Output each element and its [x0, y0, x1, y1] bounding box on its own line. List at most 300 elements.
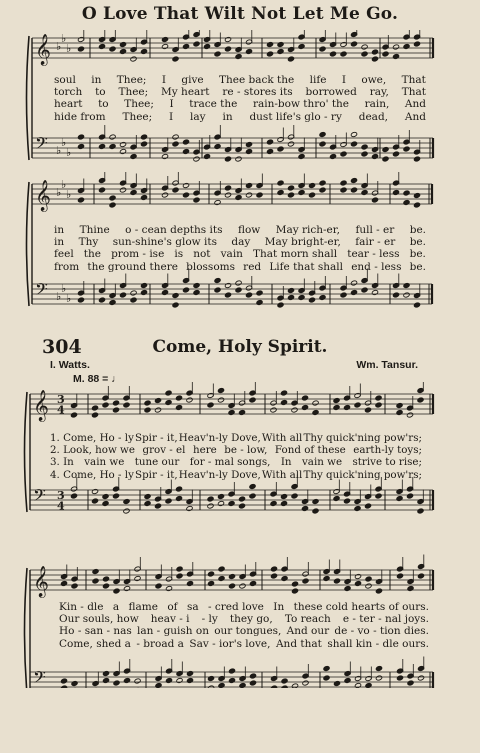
note-head: [413, 193, 420, 199]
lyric-word: ray,: [369, 86, 389, 99]
note-head: [323, 675, 330, 681]
note-head: [228, 583, 235, 589]
flat-icon: ♭: [56, 186, 62, 199]
lyric-word: sa: [186, 601, 199, 613]
lyric-word: Heav'n-ly Dove,: [178, 468, 261, 481]
note-head: [245, 149, 252, 155]
note-head: [333, 496, 340, 502]
note-head: [302, 680, 309, 686]
note-head: [277, 302, 284, 308]
note-head: [235, 54, 242, 60]
treble-clef-icon: 𝄞: [35, 34, 51, 65]
lyric-line: [50, 469, 422, 481]
note-head: [413, 41, 420, 47]
lyric-word: Sav - ior's love,: [189, 637, 271, 650]
note-head: [203, 44, 210, 50]
note-head: [217, 397, 224, 403]
note-head: [249, 493, 256, 499]
lyric-word: give: [181, 74, 204, 86]
note-head: [249, 484, 256, 490]
note-head: [361, 144, 368, 150]
lyric-word: flow: [237, 224, 261, 236]
note-head: [172, 302, 179, 308]
note-head: [239, 583, 246, 589]
note-head: [119, 49, 126, 55]
note-head: [340, 151, 347, 157]
note-head: [77, 297, 84, 303]
note-head: [91, 498, 98, 504]
note-head: [238, 503, 245, 509]
note-head: [375, 588, 382, 594]
note-head: [245, 49, 252, 55]
lyric-word: Life that shall: [269, 260, 344, 273]
lyric-word: strive to rise;: [352, 456, 422, 469]
time-signature: 3: [57, 489, 65, 502]
note-head: [413, 156, 420, 162]
lyric-line: [54, 74, 426, 86]
lyric-word: lan - guish on: [136, 625, 209, 638]
note-head: [350, 41, 357, 47]
note-head: [392, 151, 399, 157]
note-head: [280, 501, 287, 507]
note-head: [70, 493, 77, 499]
lyric-word: vain we: [84, 456, 125, 469]
note-head: [102, 583, 109, 589]
lyric-word: de - vo - tion dies.: [334, 625, 429, 638]
note-head: [102, 494, 109, 500]
note-head: [207, 676, 214, 682]
note-head: [371, 154, 378, 160]
lyric-word: prom - ise: [111, 248, 165, 261]
note-head: [287, 141, 294, 147]
note-head: [98, 144, 105, 150]
lyric-word: heart: [54, 98, 83, 111]
note-head: [172, 134, 179, 140]
note-head: [113, 680, 120, 686]
note-head: [130, 56, 137, 62]
note-head: [354, 402, 361, 408]
note-head: [98, 297, 105, 303]
note-head: [98, 187, 105, 193]
note-head: [382, 51, 389, 57]
note-head: [270, 566, 277, 572]
note-head: [291, 407, 298, 413]
lyric-word: Spir - it,: [135, 432, 178, 444]
note-head: [396, 403, 403, 409]
note-head: [281, 576, 288, 582]
note-head: [130, 190, 137, 196]
note-head: [407, 680, 414, 686]
note-head: [280, 400, 287, 406]
note-head: [403, 146, 410, 152]
flat-icon: ♭: [56, 144, 62, 157]
note-head: [134, 678, 141, 684]
note-head: [270, 501, 277, 507]
note-head: [77, 144, 84, 150]
note-head: [207, 503, 214, 509]
flat-icon: ♭: [66, 292, 72, 305]
note-head: [375, 675, 382, 681]
note-head: [214, 200, 221, 206]
note-head: [119, 187, 126, 193]
lyric-word: I: [161, 74, 166, 86]
treble-clef-icon: 𝄞: [35, 180, 51, 211]
note-head: [102, 576, 109, 582]
lyric-word: flame: [128, 601, 158, 613]
note-head: [319, 295, 326, 301]
note-head: [270, 407, 277, 413]
lyric-word: In: [273, 601, 285, 613]
note-head: [266, 51, 273, 57]
lyric-word: And that: [275, 637, 322, 650]
note-head: [193, 197, 200, 203]
lyric-word: vain: [220, 248, 243, 261]
lyric-line: [54, 261, 426, 273]
note-head: [365, 583, 372, 589]
note-head: [175, 405, 182, 411]
note-head: [340, 180, 347, 186]
note-head: [392, 54, 399, 60]
lyric-word: My heart: [161, 86, 210, 99]
lyric-word: end - less: [351, 260, 402, 273]
lyric-word: That morn shall: [253, 248, 338, 261]
note-head: [186, 506, 193, 512]
lyric-word: Thy quick'ning pow'rs;: [303, 432, 422, 444]
bass-clef-icon: 𝄢: [33, 485, 46, 509]
lyric-word: they go,: [229, 613, 273, 626]
note-head: [329, 154, 336, 160]
lyric-word: Our souls, how: [59, 613, 139, 626]
lyric-line: [59, 613, 429, 625]
lyric-word: be.: [409, 224, 426, 236]
note-head: [224, 185, 231, 191]
note-head: [109, 144, 116, 150]
note-head: [329, 51, 336, 57]
note-head: [193, 41, 200, 47]
note-head: [354, 574, 361, 580]
lyric-word: re - stores its: [222, 86, 293, 99]
note-head: [60, 685, 67, 688]
note-head: [371, 197, 378, 203]
brace-icon: [25, 392, 28, 512]
note-head: [224, 292, 231, 298]
note-head: [217, 494, 224, 500]
note-head: [98, 44, 105, 50]
note-head: [302, 578, 309, 584]
lyric-line: [54, 224, 426, 236]
note-head: [91, 412, 98, 418]
note-head: [186, 581, 193, 587]
lyric-word: Thee;: [116, 74, 147, 86]
lyric-word: borrowed: [305, 86, 357, 99]
note-head: [375, 395, 382, 401]
note-head: [403, 283, 410, 289]
note-head: [319, 46, 326, 52]
note-head: [350, 141, 357, 147]
note-head: [182, 149, 189, 155]
note-head: [207, 581, 214, 587]
note-head: [403, 44, 410, 50]
note-head: [130, 154, 137, 160]
note-head: [235, 156, 242, 162]
note-head: [301, 506, 308, 512]
note-head: [361, 151, 368, 157]
lyric-word: - ly: [201, 613, 218, 626]
note-head: [165, 390, 172, 396]
note-head: [308, 297, 315, 303]
note-head: [333, 398, 340, 404]
note-head: [417, 675, 424, 681]
note-head: [361, 44, 368, 50]
note-head: [172, 293, 179, 299]
note-head: [123, 499, 130, 505]
note-head: [144, 400, 151, 406]
lyric-word: tune our: [134, 456, 180, 469]
lyric-word: Ho - san - nas: [59, 625, 132, 638]
note-head: [123, 508, 130, 514]
note-head: [344, 678, 351, 684]
lyric-word: be - low,: [224, 444, 268, 457]
lyric-line: [54, 236, 426, 248]
lyric-word: hide from: [54, 110, 106, 123]
lyric-line: [59, 638, 429, 650]
note-head: [417, 573, 424, 579]
note-head: [193, 290, 200, 296]
flat-icon: ♭: [61, 178, 67, 191]
note-head: [176, 678, 183, 684]
note-head: [375, 493, 382, 499]
note-head: [228, 410, 235, 416]
lyric-word: heav - i: [150, 613, 190, 626]
note-head: [140, 195, 147, 201]
note-head: [91, 405, 98, 411]
lyric-word: Come, shed a: [59, 637, 131, 650]
note-head: [308, 192, 315, 198]
note-head: [266, 42, 273, 48]
note-head: [224, 192, 231, 198]
lyric-line: [59, 601, 429, 613]
note-head: [182, 192, 189, 198]
lyric-word: - cred love: [208, 601, 264, 613]
note-head: [214, 51, 221, 57]
note-head: [413, 302, 420, 308]
lyric-word: Thee;: [124, 98, 154, 111]
flat-icon: ♭: [56, 40, 62, 53]
note-head: [102, 402, 109, 408]
note-head: [109, 195, 116, 201]
lyric-word: 1. Come, Ho - ly: [50, 432, 134, 444]
note-head: [182, 183, 189, 189]
lyric-word: trace the: [189, 98, 238, 111]
note-head: [354, 581, 361, 587]
note-head: [256, 290, 263, 296]
staff: [30, 555, 433, 599]
note-head: [396, 573, 403, 579]
time-signature: 4: [57, 499, 65, 513]
note-head: [144, 494, 151, 500]
brace-icon: [27, 36, 30, 160]
lyric-word: e - ter - nal joys.: [342, 613, 429, 626]
note-head: [333, 681, 340, 687]
note-head: [109, 134, 116, 140]
lyric-line: [50, 456, 422, 468]
note-head: [298, 295, 305, 301]
note-head: [256, 192, 263, 198]
note-head: [140, 49, 147, 55]
lyric-word: vain we: [301, 456, 343, 469]
lyric-word: dead,: [358, 110, 389, 123]
note-head: [218, 576, 225, 582]
note-head: [382, 156, 389, 162]
lyric-word: tear - less: [347, 248, 400, 261]
music-credit: Wm. Tansur.: [356, 359, 418, 371]
note-head: [123, 586, 130, 592]
note-head: [413, 202, 420, 208]
note-head: [287, 192, 294, 198]
note-head: [140, 134, 147, 140]
note-head: [403, 292, 410, 298]
lyric-word: earth-ly toys;: [353, 444, 422, 457]
note-head: [249, 680, 256, 686]
note-head: [224, 37, 231, 43]
lyric-word: our tongues,: [214, 625, 282, 638]
lyric-line: [50, 432, 422, 444]
note-head: [333, 405, 340, 411]
lyric-word: - broad a: [136, 637, 184, 650]
note-head: [340, 187, 347, 193]
note-head: [235, 195, 242, 201]
note-head: [323, 666, 330, 672]
lyric-word: here: [193, 444, 217, 457]
note-head: [77, 46, 84, 52]
note-head: [407, 586, 414, 592]
bass-clef-icon: 𝄢: [35, 133, 48, 157]
note-head: [245, 292, 252, 298]
note-head: [109, 202, 116, 208]
note-head: [301, 405, 308, 411]
note-head: [140, 290, 147, 296]
note-head: [277, 42, 284, 48]
lyric-word: 2. Look, how we: [50, 444, 135, 457]
lyric-word: be.: [409, 248, 426, 261]
lyric-word: With all: [261, 468, 303, 481]
lyric-line: [54, 111, 426, 123]
note-head: [266, 139, 273, 145]
treble-clef-icon: 𝄞: [33, 566, 49, 597]
note-head: [312, 400, 319, 406]
note-head: [301, 395, 308, 401]
note-head: [392, 190, 399, 196]
lyric-word: not: [193, 248, 211, 261]
note-head: [161, 37, 168, 43]
lyric-word: I: [341, 74, 346, 86]
lyric-line: [54, 248, 426, 260]
note-head: [193, 156, 200, 162]
note-head: [365, 576, 372, 582]
note-head: [417, 397, 424, 403]
note-head: [235, 287, 242, 293]
note-head: [291, 493, 298, 499]
note-head: [343, 405, 350, 411]
note-head: [92, 569, 99, 575]
note-head: [123, 678, 130, 684]
note-head: [214, 144, 221, 150]
note-head: [238, 496, 245, 502]
note-head: [228, 668, 235, 674]
staff: [32, 269, 432, 308]
note-head: [214, 287, 221, 293]
note-head: [396, 496, 403, 502]
lyric-word: Thee;: [118, 86, 149, 99]
flat-icon: ♭: [61, 282, 67, 295]
note-head: [371, 290, 378, 296]
note-head: [319, 132, 326, 138]
lyric-line: [54, 86, 426, 98]
note-head: [60, 678, 67, 684]
note-head: [161, 192, 168, 198]
note-head: [361, 51, 368, 57]
lyric-word: life: [309, 74, 327, 86]
lyric-word: blossoms: [186, 260, 235, 273]
treble-clef-icon: 𝄞: [33, 390, 49, 421]
lyric-word: in: [54, 236, 65, 249]
note-head: [245, 192, 252, 198]
note-head: [344, 586, 351, 592]
staff: [30, 382, 433, 422]
note-head: [280, 390, 287, 396]
lyric-word: of: [167, 601, 178, 613]
note-head: [102, 501, 109, 507]
note-head: [249, 397, 256, 403]
note-head: [218, 566, 225, 572]
note-head: [350, 290, 357, 296]
note-head: [375, 666, 382, 672]
lyric-word: With all: [261, 432, 303, 444]
lyric-word: May bright-er,: [264, 236, 341, 249]
note-head: [228, 574, 235, 580]
note-head: [224, 46, 231, 52]
note-head: [364, 407, 371, 413]
lyric-word: full - er: [355, 224, 395, 236]
note-head: [144, 407, 151, 413]
lyric-word: is: [174, 248, 184, 261]
note-head: [193, 283, 200, 289]
note-head: [224, 283, 231, 289]
lyric-word: rain-bow thro' the: [252, 98, 350, 111]
note-head: [112, 400, 119, 406]
note-head: [298, 44, 305, 50]
lyric-word: in: [222, 110, 233, 123]
lyric-word: That: [401, 74, 426, 86]
note-head: [277, 190, 284, 196]
tempo-marking: M. 88 = ♩: [73, 373, 122, 385]
note-head: [266, 149, 273, 155]
words-credit: I. Watts.: [50, 359, 90, 371]
note-head: [140, 141, 147, 147]
hymn-number: 304: [42, 336, 82, 358]
note-head: [375, 402, 382, 408]
note-head: [217, 388, 224, 394]
lyric-word: In: [280, 456, 292, 469]
note-head: [102, 671, 109, 677]
note-head: [291, 588, 298, 594]
note-head: [333, 578, 340, 584]
note-head: [207, 496, 214, 502]
note-head: [77, 134, 84, 140]
lyric-word: That: [401, 86, 426, 99]
note-head: [291, 581, 298, 587]
note-head: [214, 278, 221, 284]
